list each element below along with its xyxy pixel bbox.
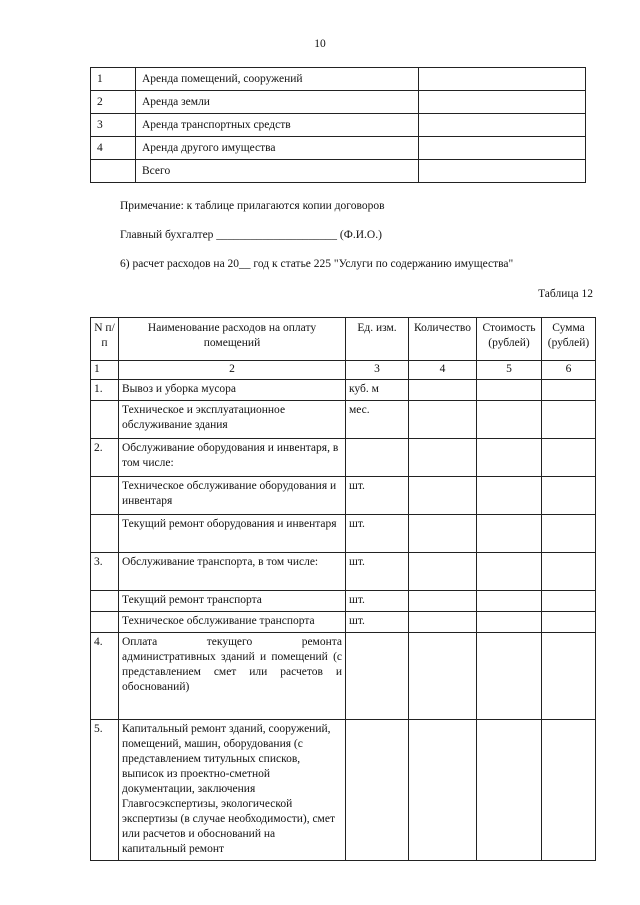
row-unit: куб. м bbox=[346, 380, 409, 401]
note-text: Примечание: к таблице прилагаются копии договоров bbox=[120, 200, 385, 212]
row-name: Обслуживание транспорта, в том числе: bbox=[119, 553, 346, 591]
table-row bbox=[91, 137, 586, 160]
row-number: 4 bbox=[91, 137, 136, 160]
row-cost bbox=[477, 439, 542, 477]
row-qty bbox=[409, 515, 477, 553]
row-name: Вывоз и уборка мусора bbox=[119, 380, 346, 401]
row-sum bbox=[542, 553, 596, 591]
row-sum bbox=[542, 633, 596, 720]
row-name: Аренда транспортных средств bbox=[136, 114, 419, 137]
header-sum: Сумма (рублей) bbox=[542, 318, 596, 361]
table-row bbox=[91, 68, 586, 91]
row-unit bbox=[346, 633, 409, 720]
row-unit bbox=[346, 439, 409, 477]
row-cost bbox=[477, 612, 542, 633]
header-num: N п/п bbox=[91, 318, 119, 361]
row-name: Всего bbox=[136, 160, 419, 183]
row-number: 4. bbox=[91, 633, 119, 720]
page-number: 10 bbox=[314, 38, 326, 50]
row-cost bbox=[477, 477, 542, 515]
row-name: Капитальный ремонт зданий, сооружений, помещений, машин, оборудования (с представлением титульных списков, выписок из проектно-сметной документации, заключения Главгосэкспертизы, экологической экспертизы (в случае необходимости), смет или расчетов и обоснований на капитальный ремонт bbox=[119, 720, 346, 861]
table-row bbox=[91, 380, 596, 401]
col-number: 1 bbox=[91, 361, 119, 380]
row-name: Обслуживание оборудования и инвентаря, в том числе: bbox=[119, 439, 346, 477]
row-number: 1. bbox=[91, 380, 119, 401]
header-name: Наименование расходов на оплату помещений bbox=[119, 318, 346, 361]
table-row bbox=[91, 401, 596, 439]
table-row bbox=[91, 91, 586, 114]
header-cost: Стоимость (рублей) bbox=[477, 318, 542, 361]
row-number bbox=[91, 591, 119, 612]
row-number: 2. bbox=[91, 439, 119, 477]
row-qty bbox=[409, 720, 477, 861]
expense-table bbox=[90, 317, 596, 861]
row-name: Аренда земли bbox=[136, 91, 419, 114]
row-cost bbox=[477, 553, 542, 591]
header-unit: Ед. изм. bbox=[346, 318, 409, 361]
row-sum bbox=[542, 380, 596, 401]
row-sum bbox=[542, 477, 596, 515]
row-name: Техническое обслуживание оборудования и инвентаря bbox=[119, 477, 346, 515]
row-number: 5. bbox=[91, 720, 119, 861]
column-number-row bbox=[91, 361, 596, 380]
table-row bbox=[91, 591, 596, 612]
row-cost bbox=[477, 720, 542, 861]
row-value bbox=[419, 91, 586, 114]
table-row bbox=[91, 515, 596, 553]
row-number: 2 bbox=[91, 91, 136, 114]
row-name: Текущий ремонт транспорта bbox=[119, 591, 346, 612]
row-name: Текущий ремонт оборудования и инвентаря bbox=[119, 515, 346, 553]
row-number: 3. bbox=[91, 553, 119, 591]
row-name: Техническое и эксплуатационное обслуживание здания bbox=[119, 401, 346, 439]
row-value bbox=[419, 160, 586, 183]
row-unit: шт. bbox=[346, 515, 409, 553]
table-row bbox=[91, 439, 596, 477]
row-cost bbox=[477, 515, 542, 553]
row-number bbox=[91, 477, 119, 515]
header-row bbox=[91, 318, 596, 361]
row-cost bbox=[477, 401, 542, 439]
rent-table bbox=[90, 67, 586, 183]
section-6-heading: 6) расчет расходов на 20__ год к статье 225 "Услуги по содержанию имущества" bbox=[120, 258, 514, 270]
row-unit bbox=[346, 720, 409, 861]
col-number: 3 bbox=[346, 361, 409, 380]
row-value bbox=[419, 114, 586, 137]
row-unit: мес. bbox=[346, 401, 409, 439]
row-qty bbox=[409, 591, 477, 612]
row-cost bbox=[477, 380, 542, 401]
row-sum bbox=[542, 612, 596, 633]
chief-accountant-line: Главный бухгалтер _____________________ (Ф.И.О.) bbox=[120, 229, 382, 241]
row-sum bbox=[542, 720, 596, 861]
table-row bbox=[91, 114, 586, 137]
col-number: 2 bbox=[119, 361, 346, 380]
row-number bbox=[91, 160, 136, 183]
row-value bbox=[419, 137, 586, 160]
row-name: Оплата текущего ремонта административных зданий и помещений (с представлением смет или расчетов и обоснований) bbox=[119, 633, 346, 720]
row-number bbox=[91, 515, 119, 553]
row-qty bbox=[409, 401, 477, 439]
table-row bbox=[91, 160, 586, 183]
col-number: 4 bbox=[409, 361, 477, 380]
row-qty bbox=[409, 477, 477, 515]
row-qty bbox=[409, 439, 477, 477]
col-number: 6 bbox=[542, 361, 596, 380]
table-row bbox=[91, 553, 596, 591]
row-sum bbox=[542, 439, 596, 477]
row-qty bbox=[409, 612, 477, 633]
row-name: Техническое обслуживание транспорта bbox=[119, 612, 346, 633]
header-qty: Количество bbox=[409, 318, 477, 361]
row-qty bbox=[409, 633, 477, 720]
table-row bbox=[91, 633, 596, 720]
row-unit: шт. bbox=[346, 591, 409, 612]
table-row bbox=[91, 612, 596, 633]
row-unit: шт. bbox=[346, 612, 409, 633]
row-name: Аренда другого имущества bbox=[136, 137, 419, 160]
row-sum bbox=[542, 591, 596, 612]
row-number bbox=[91, 401, 119, 439]
table-row bbox=[91, 477, 596, 515]
row-unit: шт. bbox=[346, 553, 409, 591]
row-cost bbox=[477, 633, 542, 720]
row-sum bbox=[542, 401, 596, 439]
row-number: 3 bbox=[91, 114, 136, 137]
row-number: 1 bbox=[91, 68, 136, 91]
row-cost bbox=[477, 591, 542, 612]
row-qty bbox=[409, 553, 477, 591]
row-sum bbox=[542, 515, 596, 553]
col-number: 5 bbox=[477, 361, 542, 380]
table-row bbox=[91, 720, 596, 861]
row-number bbox=[91, 612, 119, 633]
table-caption: Таблица 12 bbox=[538, 288, 593, 300]
row-value bbox=[419, 68, 586, 91]
row-qty bbox=[409, 380, 477, 401]
row-unit: шт. bbox=[346, 477, 409, 515]
row-name: Аренда помещений, сооружений bbox=[136, 68, 419, 91]
